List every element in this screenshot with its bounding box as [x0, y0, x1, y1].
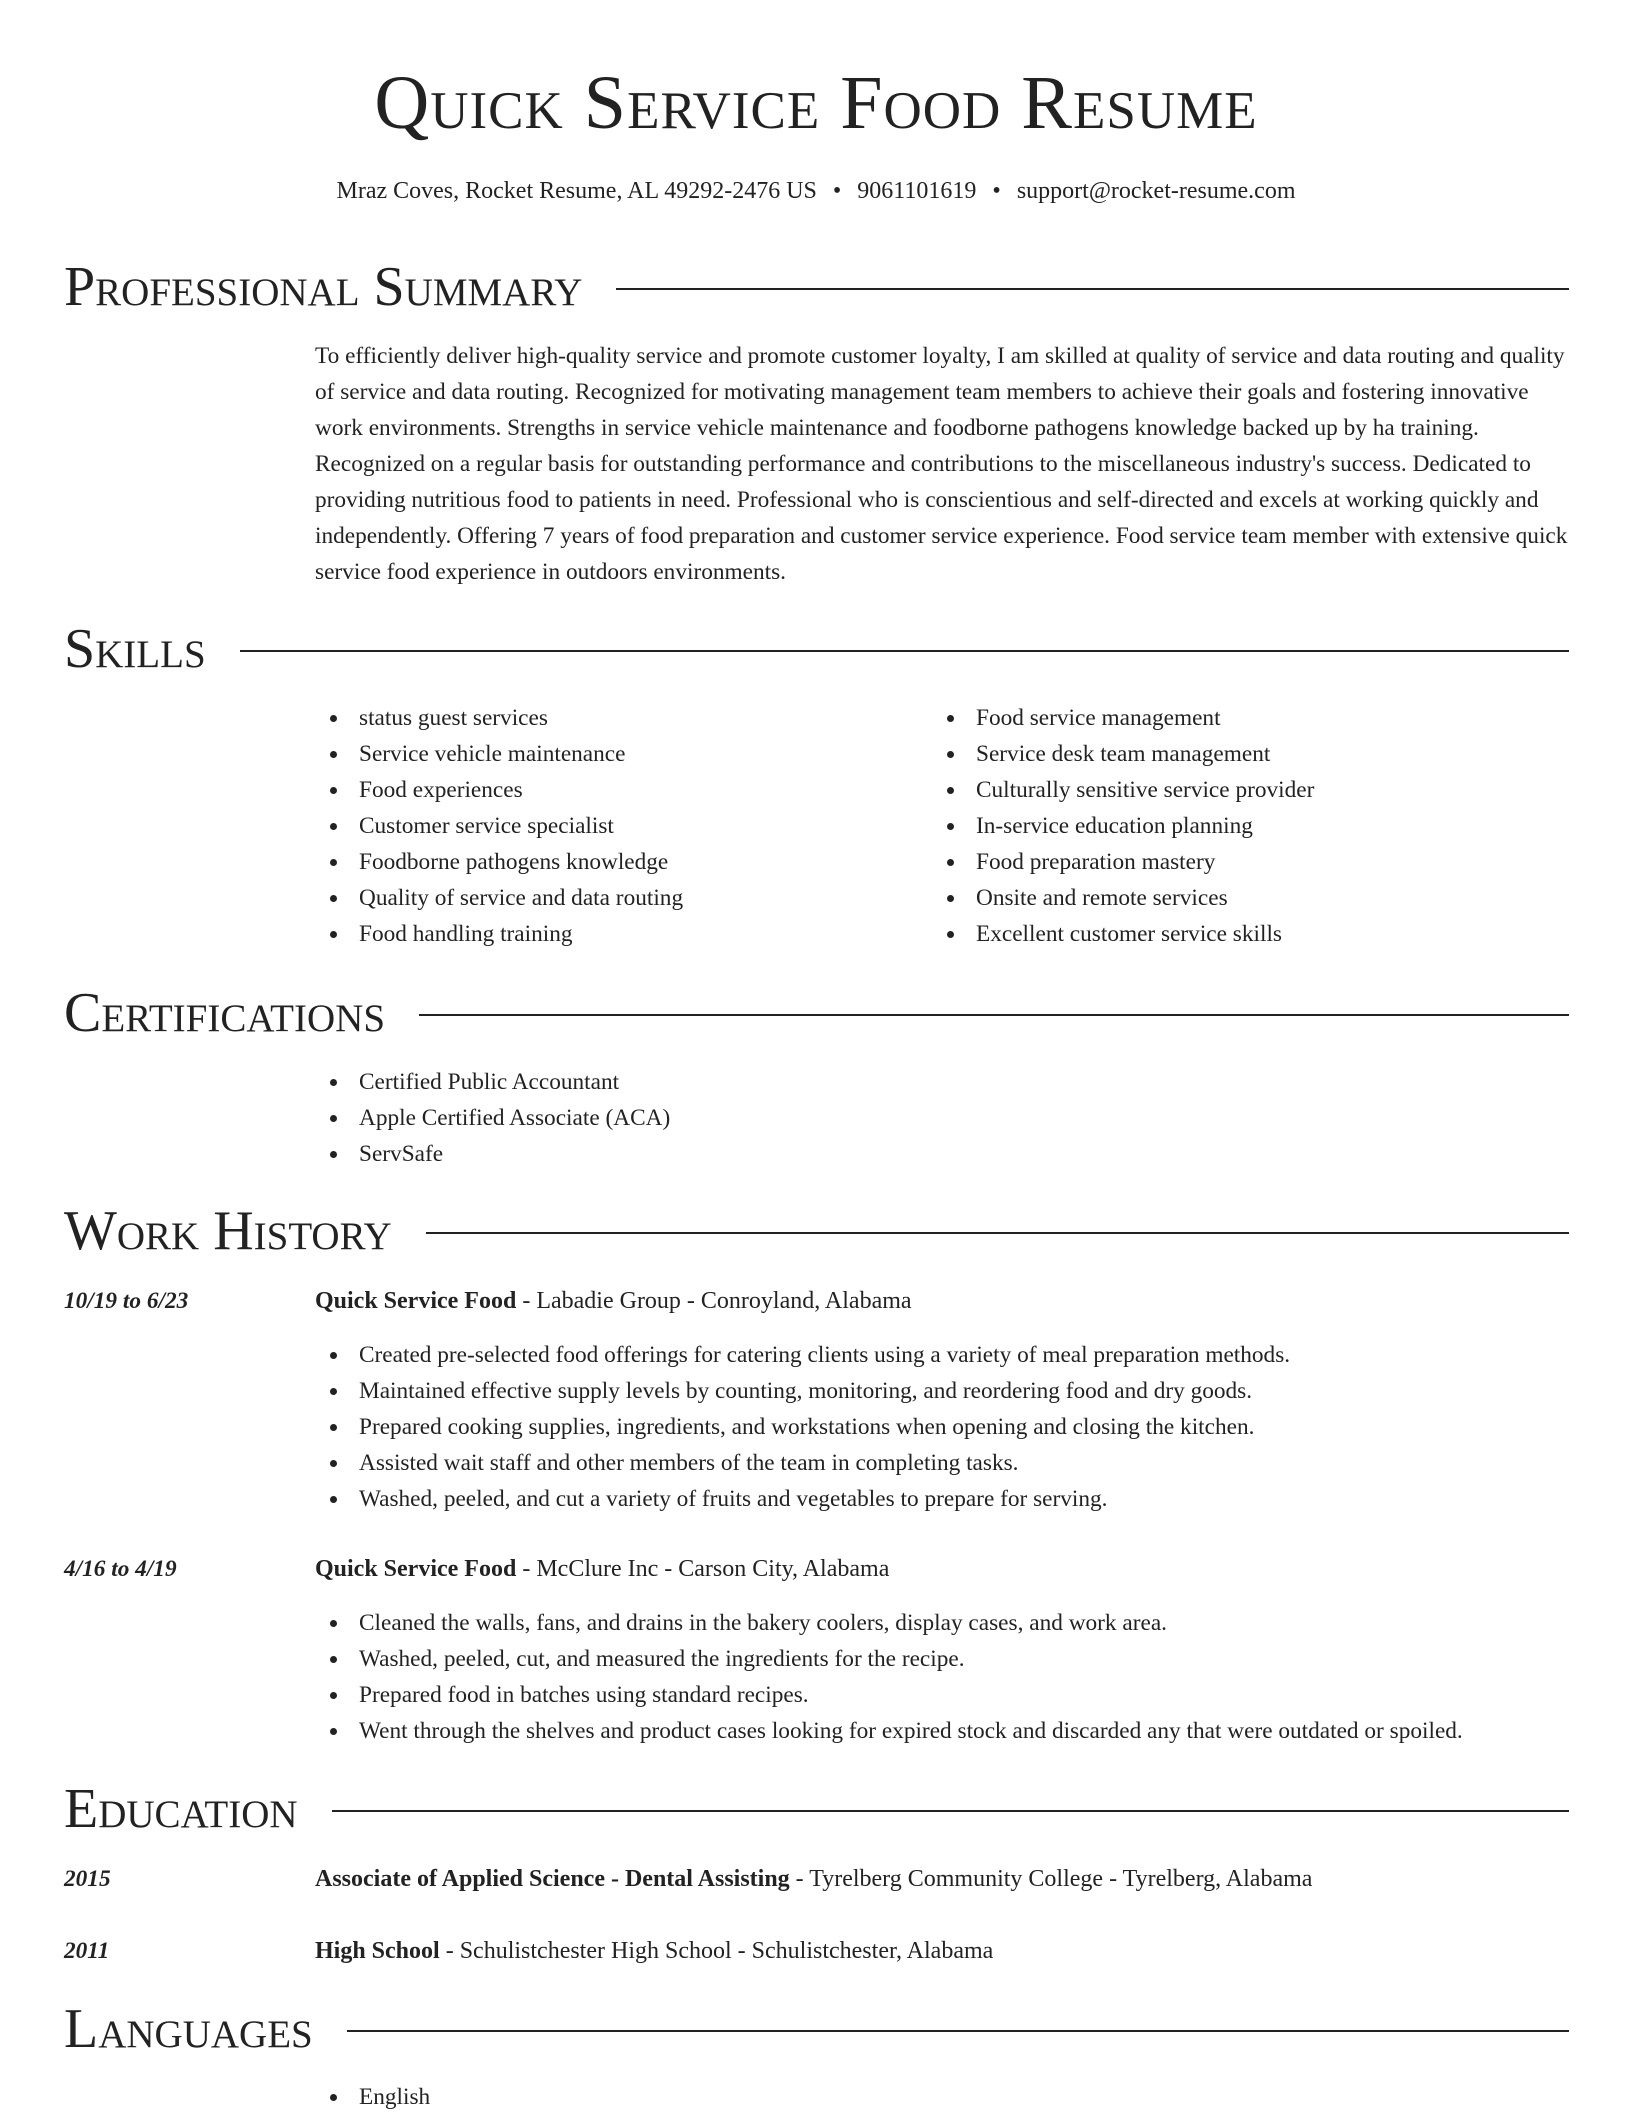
job-bullet: Maintained effective supply levels by counting, monitoring, and reordering food and dry goods. — [315, 1373, 1290, 1409]
section-divider — [616, 288, 1569, 290]
job-title: Quick Service Food — [315, 1556, 517, 1582]
language-item: English — [315, 2079, 430, 2115]
section-divider — [240, 650, 1569, 652]
skill-item: Service vehicle maintenance — [315, 736, 683, 772]
education-school: - Tyrelberg Community College - Tyrelberg, Alabama — [789, 1866, 1313, 1892]
skill-item: Service desk team management — [932, 736, 1314, 772]
skill-item: Culturally sensitive service provider — [932, 772, 1314, 808]
languages-list — [315, 2079, 430, 2115]
skills-list-right — [932, 700, 1314, 952]
education-degree: High School — [315, 1938, 440, 1964]
job-heading — [315, 1283, 912, 1319]
certification-item: Certified Public Accountant — [315, 1064, 670, 1100]
contact-separator: • — [832, 178, 842, 204]
job-bullet: Prepared cooking supplies, ingredients, and workstations when opening and closing the kitchen. — [315, 1409, 1290, 1445]
summary-paragraph: To efficiently deliver high-quality service and promote customer loyalty, I am skilled at quality of service and data routing and quality of service and data routing. Recognized for motivating management team members to achieve their goals and fostering innovative work environments. Strengths in service vehicle maintenance and foodborne pathogens knowledge backed up by ha training. Recognized on a regular basis for outstanding performance and contributions to the miscellaneous industry's success. Dedicated to providing nutritious food to patients in need. Professional who is conscientious and self-directed and excels at working quickly and independently. Offering 7 years of food preparation and customer service experience. Food service team member with extensive quick service food experience in outdoors environments. — [315, 343, 1568, 585]
section-title: Education — [64, 1778, 298, 1840]
certifications-list — [315, 1064, 670, 1172]
section-title: Work History — [64, 1200, 392, 1262]
education-entry — [315, 1861, 1312, 1897]
section-heading-work-history — [64, 1196, 1569, 1266]
skills-list-left — [315, 700, 683, 952]
skill-item: Onsite and remote services — [932, 880, 1314, 916]
job-bullet: Went through the shelves and product cases looking for expired stock and discarded any that were outdated or spoiled. — [315, 1713, 1463, 1749]
section-title: Professional Summary — [64, 256, 583, 318]
skill-item: status guest services — [315, 700, 683, 736]
contact-address: Mraz Coves, Rocket Resume, AL 49292-2476 US — [336, 178, 817, 204]
certification-item: Apple Certified Associate (ACA) — [315, 1100, 670, 1136]
job-bullet: Washed, peeled, and cut a variety of fruits and vegetables to prepare for serving. — [315, 1481, 1290, 1517]
education-year: 2015 — [64, 1866, 111, 1892]
education-entry — [315, 1933, 993, 1969]
job-bullet: Cleaned the walls, fans, and drains in the bakery coolers, display cases, and work area. — [315, 1605, 1463, 1641]
skill-item: Food service management — [932, 700, 1314, 736]
section-divider — [347, 2030, 1569, 2032]
job-bullet: Washed, peeled, cut, and measured the ingredients for the recipe. — [315, 1641, 1463, 1677]
job-bullet: Assisted wait staff and other members of the team in completing tasks. — [315, 1445, 1290, 1481]
section-divider — [426, 1232, 1569, 1234]
job-dates: 4/16 to 4/19 — [64, 1556, 177, 1582]
contact-separator: • — [992, 178, 1001, 204]
skill-item: Customer service specialist — [315, 808, 683, 844]
education-year: 2011 — [64, 1938, 110, 1964]
resume-title: Quick Service Food Resume — [374, 61, 1258, 145]
job-title: Quick Service Food — [315, 1288, 517, 1314]
job-employer: - Labadie Group - Conroyland, Alabama — [516, 1288, 912, 1314]
section-title: Languages — [64, 1998, 313, 2060]
skill-item: Excellent customer service skills — [932, 916, 1314, 952]
job-employer: - McClure Inc - Carson City, Alabama — [516, 1556, 890, 1582]
job-bullets — [315, 1337, 1290, 1517]
job-heading — [315, 1551, 889, 1587]
contact-line — [0, 174, 1632, 208]
education-school: - Schulistchester High School - Schulistchester, Alabama — [439, 1938, 994, 1964]
skill-item: Quality of service and data routing — [315, 880, 683, 916]
job-bullet: Created pre-selected food offerings for catering clients using a variety of meal preparation methods. — [315, 1337, 1290, 1373]
skill-item: Foodborne pathogens knowledge — [315, 844, 683, 880]
section-heading-summary — [64, 252, 1569, 322]
certification-item: ServSafe — [315, 1136, 670, 1172]
contact-phone: 9061101619 — [857, 178, 977, 204]
section-heading-languages — [64, 1994, 1569, 2064]
skill-item: Food preparation mastery — [932, 844, 1314, 880]
section-title: Skills — [64, 618, 206, 680]
job-dates: 10/19 to 6/23 — [64, 1288, 189, 1314]
skill-item: Food handling training — [315, 916, 683, 952]
section-divider — [332, 1810, 1569, 1812]
section-heading-education — [64, 1774, 1569, 1844]
section-divider — [419, 1014, 1569, 1016]
skill-item: Food experiences — [315, 772, 683, 808]
education-degree: Associate of Applied Science - Dental Assisting — [315, 1866, 790, 1892]
job-bullets — [315, 1605, 1463, 1749]
job-bullet: Prepared food in batches using standard recipes. — [315, 1677, 1463, 1713]
section-heading-certifications — [64, 978, 1569, 1048]
contact-email: support@rocket-resume.com — [1016, 178, 1296, 204]
section-heading-skills — [64, 614, 1569, 684]
skill-item: In-service education planning — [932, 808, 1314, 844]
section-title: Certifications — [64, 982, 386, 1044]
